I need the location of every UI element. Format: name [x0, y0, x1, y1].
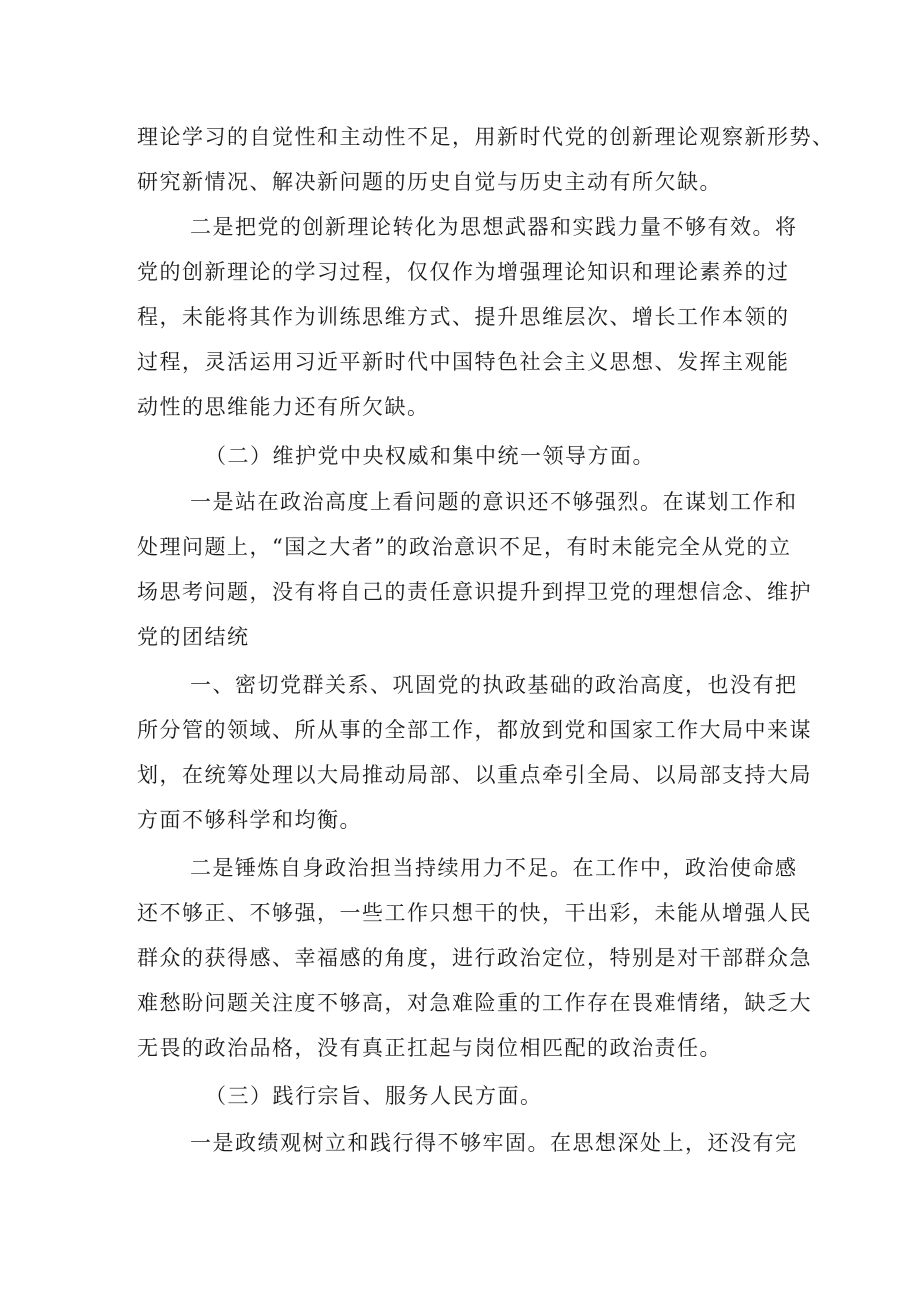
text-line: 难愁盼问题关注度不够高，对急难险重的工作存在畏难情绪，缺乏大 — [137, 991, 812, 1015]
text-line: 程，未能将其作为训练思维方式、提升思维层次、增长工作本领的 — [137, 305, 790, 329]
text-line: 无畏的政治品格，没有真正扛起与岗位相匹配的政治责任。 — [137, 1036, 722, 1060]
text-line: 动性的思维能力还有所欠缺。 — [137, 395, 430, 419]
text-line: 场思考问题，没有将自己的责任意识提升到捍卫党的理想信念、维护 — [137, 580, 812, 604]
text-line: 一是站在政治高度上看问题的意识还不够强烈。在谋划工作和 — [190, 490, 798, 514]
text-line: 一、密切党群关系、巩固党的执政基础的政治高度，也没有把 — [190, 673, 798, 697]
text-line: 过程，灵活运用习近平新时代中国特色社会主义思想、发挥主观能 — [137, 350, 790, 374]
text-line: 二是锤炼自身政治担当持续用力不足。在工作中，政治使命感 — [190, 856, 798, 880]
text-line: 二是把党的创新理论转化为思想武器和实践力量不够有效。将 — [190, 215, 798, 239]
section-heading: （二）维护党中央权威和集中统一领导方面。 — [205, 444, 655, 468]
text-line: 理论学习的自觉性和主动性不足，用新时代党的创新理论观察新形势、 — [137, 125, 835, 149]
text-line: 处理问题上，“国之大者”的政治意识不足，有时未能完全从党的立 — [137, 535, 792, 559]
text-line: 还不够正、不够强，一些工作只想干的快，干出彩，未能从增强人民 — [137, 901, 812, 925]
section-heading: （三）践行宗旨、服务人民方面。 — [205, 1084, 543, 1108]
text-line: 所分管的领域、所从事的全部工作，都放到党和国家工作大局中来谋 — [137, 718, 812, 742]
text-line: 研究新情况、解决新问题的历史自觉与历史主动有所欠缺。 — [137, 170, 722, 194]
text-line: 划，在统筹处理以大局推动局部、以重点牵引全局、以局部支持大局 — [137, 763, 812, 787]
text-line: 方面不够科学和均衡。 — [137, 808, 362, 832]
text-line: 党的创新理论的学习过程，仅仅作为增强理论知识和理论素养的过 — [137, 260, 790, 284]
text-line: 群众的获得感、幸福感的角度，进行政治定位，特别是对干部群众急 — [137, 946, 812, 970]
text-line: 一是政绩观树立和践行得不够牢固。在思想深处上，还没有完 — [190, 1131, 798, 1155]
text-line: 党的团结统 — [137, 625, 250, 649]
